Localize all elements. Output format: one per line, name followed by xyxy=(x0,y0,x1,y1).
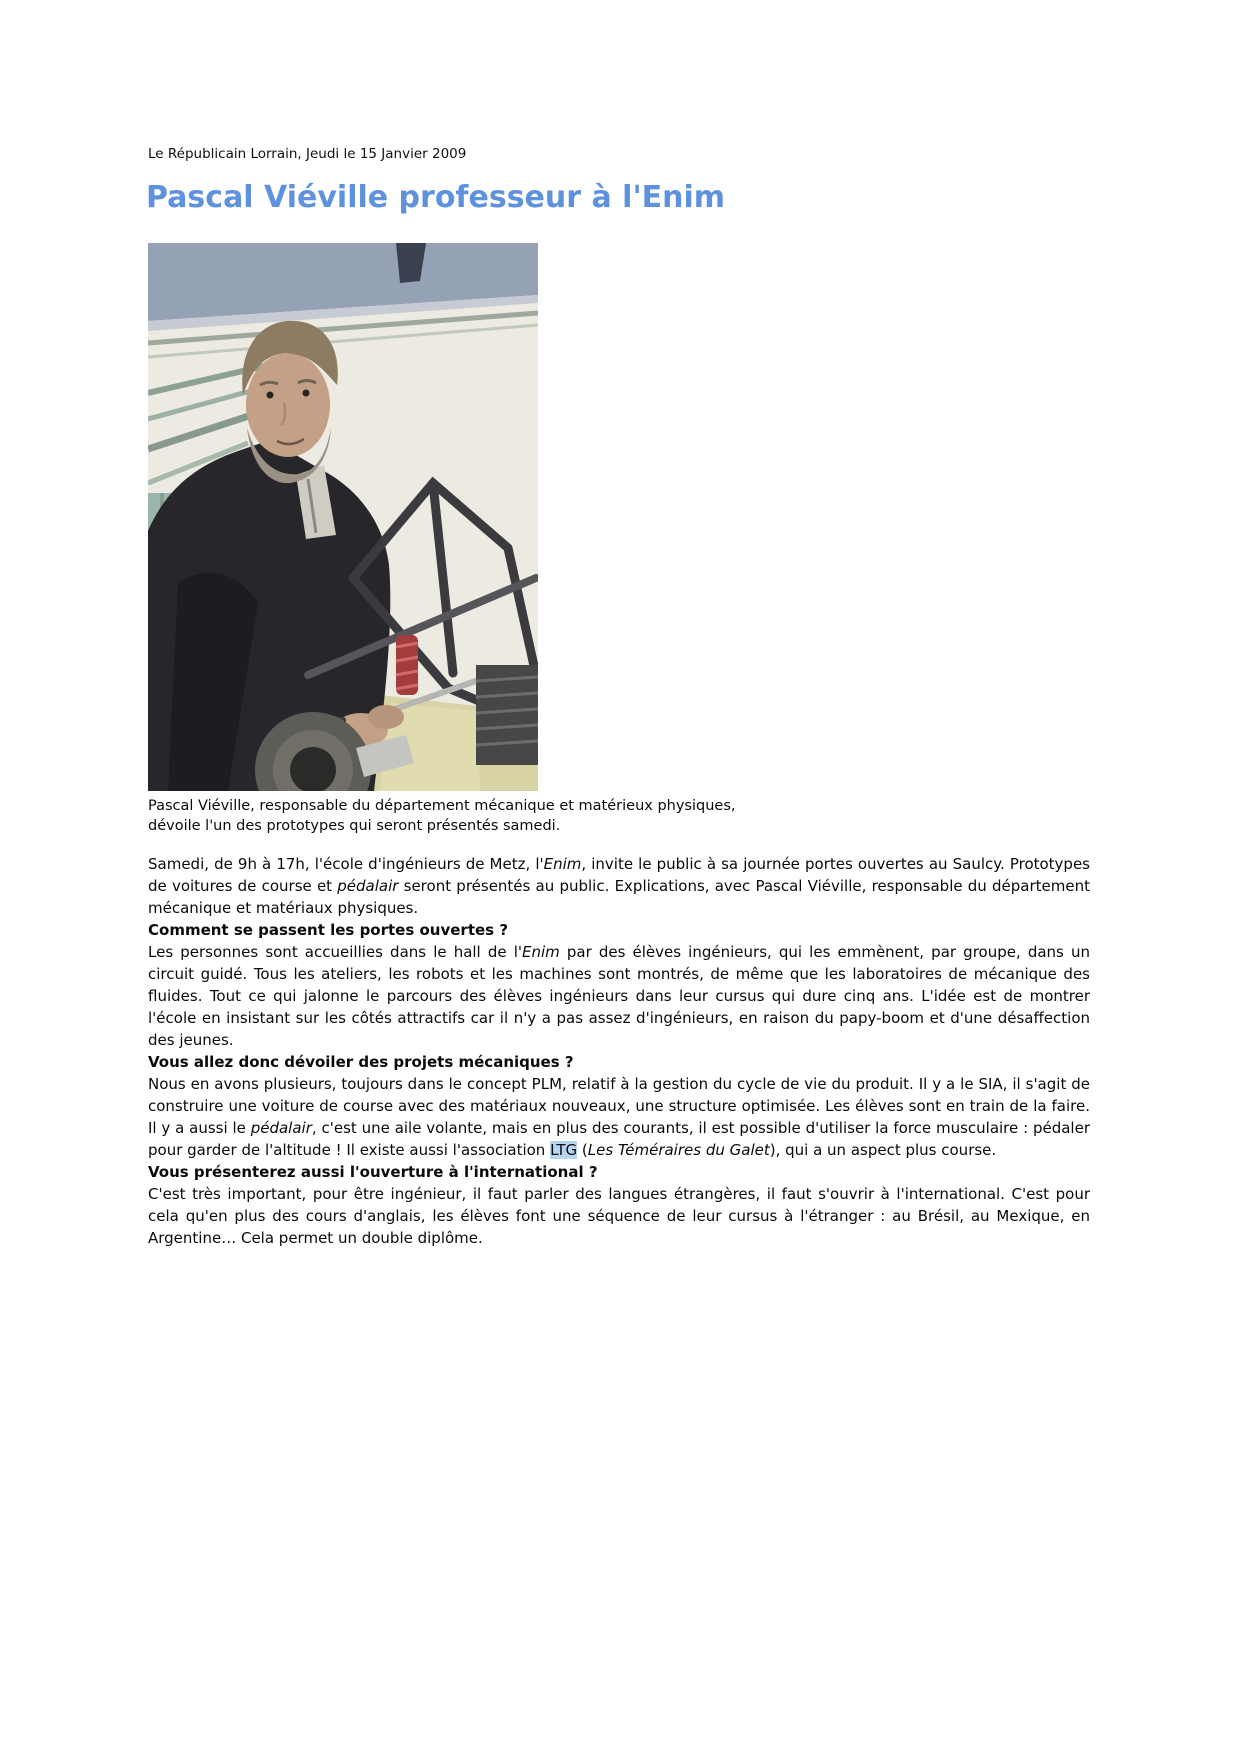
workshop-photo-illustration xyxy=(148,243,538,791)
question-1: Comment se passent les portes ouvertes ? xyxy=(148,921,509,939)
photo-caption xyxy=(148,797,1090,836)
photo-spring xyxy=(396,635,418,695)
answer-3: C'est très important, pour être ingénieur, il faut parler des langues étrangères, il faut s'ouvrir à l'international. C'est pour cela qu'en plus des cours d'anglais, les élèves font une séquence de leur cursus à l'étranger : au Brésil, au Mexique, en Argentine… Cela permet un double diplôme. xyxy=(148,1185,1090,1247)
photo-face xyxy=(246,353,330,457)
answer-1: Les personnes sont accueillies dans le hall de l'Enim par des élèves ingénieurs, qui les emmènent, par groupe, dans un circuit guidé. Tous les ateliers, les robots et les machines sont montrés, de même que les laboratoires de mécanique des fluides. Tout ce qui jalonne le parcours des élèves ingénieurs dans leur cursus qui dure cinq ans. L'idée est de montrer l'école en insistant sur les côtés attractifs car il n'y a pas assez d'ingénieurs, en raison du papy-boom et d'une désaffection des jeunes. xyxy=(148,943,1090,1049)
caption-line-2: dévoile l'un des prototypes qui seront présentés samedi. xyxy=(148,817,561,834)
question-2: Vous allez donc dévoiler des projets mécaniques ? xyxy=(148,1053,574,1071)
photo-engine-block xyxy=(476,665,538,765)
masthead: Le Républicain Lorrain, Jeudi le 15 Janvier 2009 xyxy=(148,146,467,162)
answer-2: Nous en avons plusieurs, toujours dans le concept PLM, relatif à la gestion du cycle de vie du produit. Il y a le SIA, il s'agit de construire une voiture de course avec des matériaux nouveaux, une structure optimisée. Les élèves sont en train de la faire. Il y a aussi le pédalair, c'est une aile volante, mais en plus des courants, il est possible d'utiliser la force musculaire : pédaler pour garder de l'altitude ! Il existe aussi l'association LTG (Les Téméraires du Galet), qui a un aspect plus course. xyxy=(148,1075,1090,1159)
article-photo xyxy=(148,243,538,791)
article-body xyxy=(148,853,1090,1249)
intro-paragraph: Samedi, de 9h à 17h, l'école d'ingénieurs de Metz, l'Enim, invite le public à sa journée portes ouvertes au Saulcy. Prototypes de voitures de course et pédalair seront présentés au public. Explications, avec Pascal Viéville, responsable du département mécanique et matériaux physiques. xyxy=(148,855,1091,917)
page-title: Pascal Viéville professeur à l'Enim xyxy=(146,180,726,215)
caption-line-1: Pascal Viéville, responsable du département mécanique et matérieux physiques, xyxy=(148,798,736,814)
question-3: Vous présenterez aussi l'ouverture à l'international ? xyxy=(148,1163,598,1181)
